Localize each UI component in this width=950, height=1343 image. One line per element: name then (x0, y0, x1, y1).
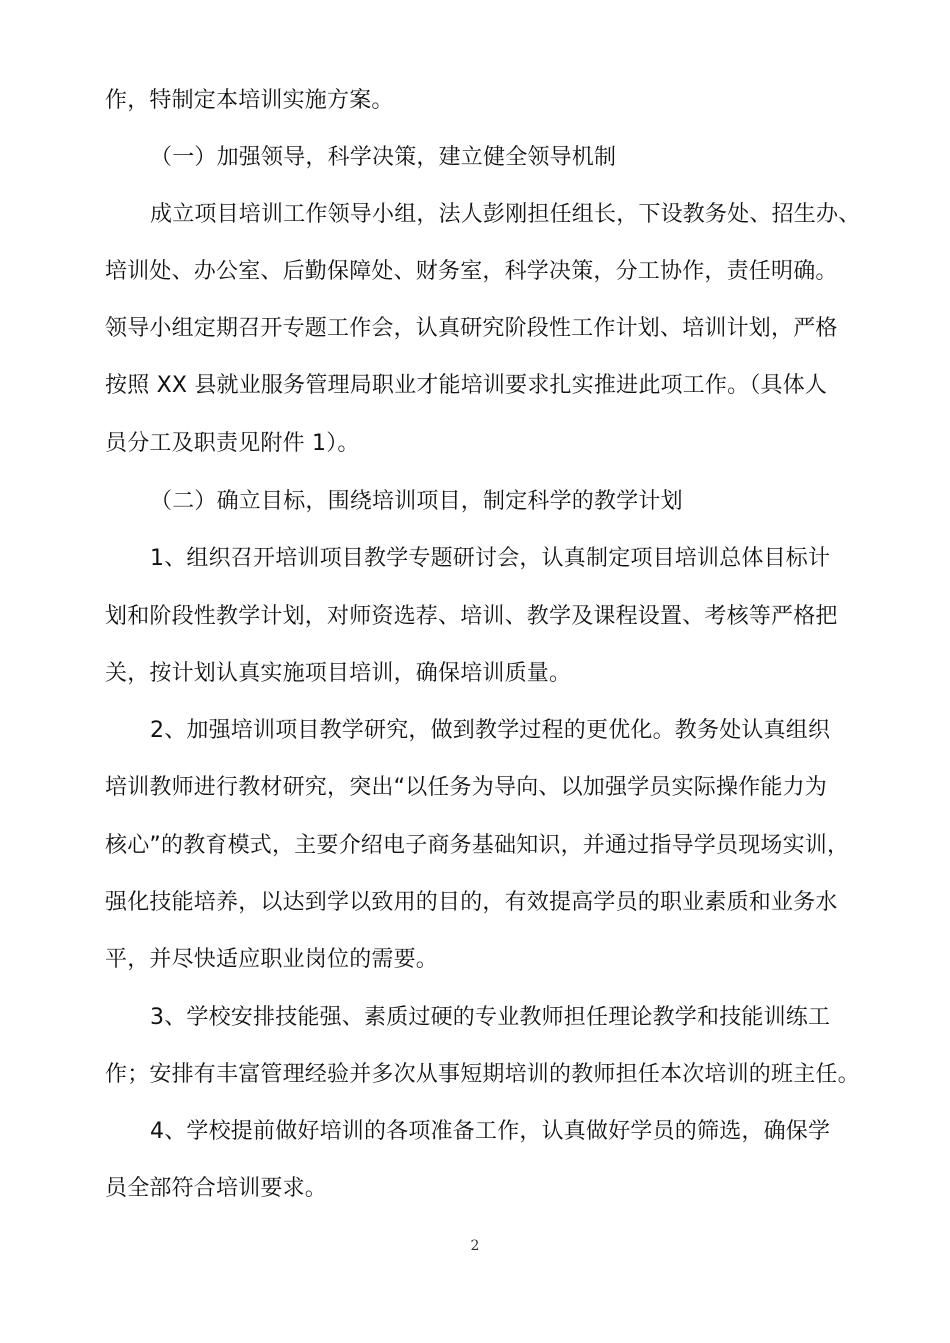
text-line: 培训处、办公室、后勤保障处、财务室，科学决策，分工协作，责任明确。 (105, 259, 838, 284)
text-line: 员分工及职责见附件 1）。 (105, 431, 360, 456)
text-line: 强化技能培养，以达到学以致用的目的，有效提高学员的职业素质和业务水 (105, 890, 838, 915)
text-line: 平，并尽快适应职业岗位的需要。 (105, 947, 439, 972)
text-line: 作；安排有丰富管理经验并多次从事短期培训的教师担任本次培训的班主任。 (105, 1062, 860, 1087)
text-line: 关，按计划认真实施项目培训，确保培训质量。 (105, 661, 572, 686)
text-line: 培训教师进行教材研究，突出“以任务为导向、以加强学员实际操作能力为 (105, 775, 827, 800)
text-line: 成立项目培训工作领导小组，法人彭刚担任组长，下设教务处、招生办、 (150, 202, 861, 227)
text-line: 划和阶段性教学计划，对师资选荐、培训、教学及课程设置、考核等严格把 (105, 604, 838, 629)
text-line: 4、学校提前做好培训的各项准备工作，认真做好学员的筛选，确保学 (150, 1119, 831, 1144)
text-line: 领导小组定期召开专题工作会，认真研究阶段性工作计划、培训计划，严格 (105, 316, 838, 341)
text-line: 2、加强培训项目教学研究，做到教学过程的更优化。教务处认真组织 (150, 718, 831, 743)
section-heading: （二）确立目标，围绕培训项目，制定科学的教学计划 (150, 489, 683, 514)
text-line: 按照 XX 县就业服务管理局职业才能培训要求扎实推进此项工作。（具体人 (105, 373, 828, 398)
text-line: 员全部符合培训要求。 (105, 1176, 328, 1201)
page-number: 2 (470, 1238, 480, 1254)
text-line: 核心”的教育模式，主要介绍电子商务基础知识，并通过指导学员现场实训， (105, 833, 850, 858)
section-heading: （一）加强领导，科学决策，建立健全领导机制 (150, 145, 617, 170)
text-line: 作，特制定本培训实施方案。 (105, 88, 394, 113)
text-line: 1、组织召开培训项目教学专题研讨会，认真制定项目培训总体目标计 (150, 546, 831, 571)
text-line: 3、学校安排技能强、素质过硬的专业教师担任理论教学和技能训练工 (150, 1005, 831, 1030)
